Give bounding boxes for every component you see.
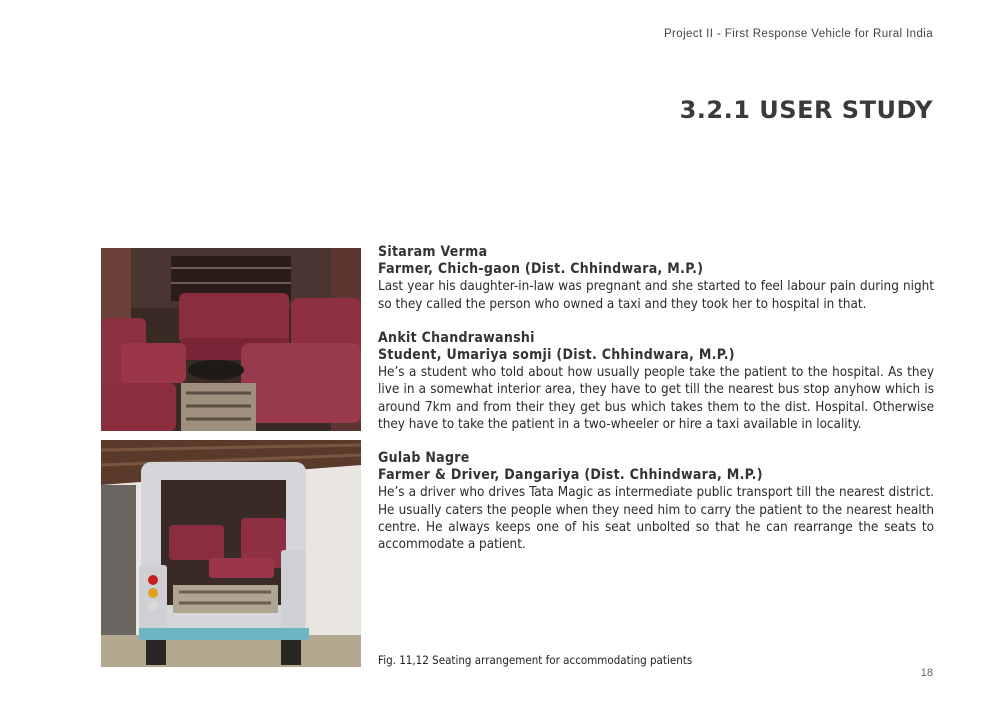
user-name: Sitaram Verma: [378, 244, 488, 260]
user-study-content: [378, 244, 934, 570]
user-description: Last year his daughter-in-law was pregnant and she started to feel labour pain during night so they called the person who owned a taxi and they took her to hospital in that.: [378, 279, 934, 312]
vehicle-interior-photo: [101, 248, 361, 431]
user-role: Student, Umariya somji (Dist. Chhindwara, M.P.): [378, 347, 735, 364]
section-title: 3.2.1 USER STUDY: [679, 96, 933, 124]
user-description: He’s a driver who drives Tata Magic as intermediate public transport till the nearest district. He usually caters the people when they need him to carry the patient to the nearest health centre. He always keeps one of his seat unbolted so that he can rearrange the seats to accommodate a patient.: [378, 485, 934, 553]
user-role: Farmer & Driver, Dangariya (Dist. Chhindwara, M.P.): [378, 467, 763, 484]
figure-caption: Fig. 11,12 Seating arrangement for accommodating patients: [378, 653, 693, 667]
vehicle-interior-image: [101, 248, 361, 431]
user-role: Farmer, Chich-gaon (Dist. Chhindwara, M.P.): [378, 261, 704, 278]
user-name: Ankit Chandrawanshi: [378, 329, 535, 346]
page-number: 18: [920, 667, 933, 679]
user-description: He’s a student who told about how usually people take the patient to the hospital. As they live in a somewhat interior area, they have to get till the nearest bus stop anyhow which is around 7km and from their they get bus which takes them to the dist. Hospital. Otherwise they have to take the patient in a two-wheeler or hire a taxi available in locality.: [378, 365, 934, 432]
user-profile-gulab: [378, 450, 934, 553]
user-profile-sitaram: [378, 244, 934, 313]
user-profile-ankit: [378, 330, 934, 433]
user-name: Gulab Nagre: [378, 450, 470, 467]
project-header: Project II - First Response Vehicle for Rural India: [663, 28, 933, 40]
vehicle-rear-image: [101, 440, 361, 667]
vehicle-rear-photo: [101, 440, 361, 667]
